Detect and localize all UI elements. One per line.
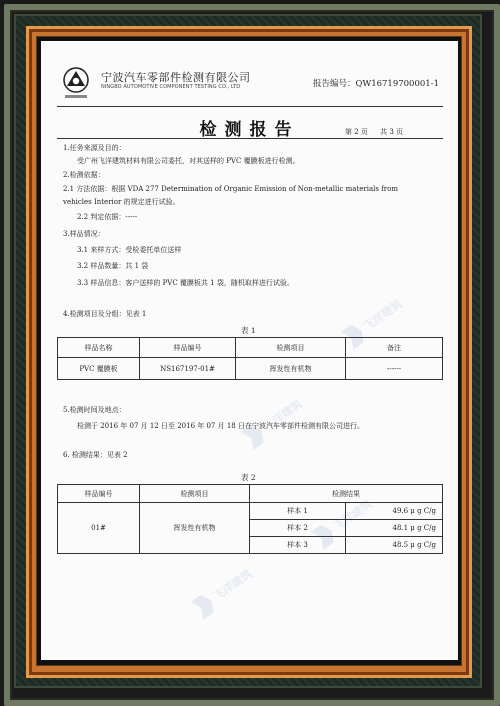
title-rule <box>57 138 443 139</box>
result-label: 样本 3 <box>250 537 346 554</box>
sample-id-cell: 01# <box>58 503 140 554</box>
table-1 <box>57 337 443 380</box>
section-2-2: 2.2 判定依据：----- <box>77 213 138 221</box>
lab-name-cn: 宁波汽车零部件检测有限公司 <box>101 71 251 84</box>
table-cell: NS167197-01# <box>140 358 236 380</box>
section-3-title: 3.样品情况： <box>63 230 105 238</box>
table-header: 样品编号 <box>58 485 140 503</box>
table-header: 检测项目 <box>140 485 250 503</box>
section-2-title: 2.检测依据： <box>63 171 105 179</box>
table-cell: 挥发性有机物 <box>236 358 346 380</box>
table-row <box>58 503 443 520</box>
section-1-body: 受广州飞洋建筑材料有限公司委托，对其送样的 PVC 覆膜板进行检测。 <box>77 157 300 165</box>
watermark: 飞洋建筑 <box>311 494 378 550</box>
result-label: 样本 2 <box>250 520 346 537</box>
report-page <box>41 41 458 660</box>
lab-name-en: NINGBO AUTOMOTIVE COMPONENT TESTING CO., LTD <box>101 84 241 90</box>
section-1-title: 1.任务来源及目的： <box>63 144 126 152</box>
section-5-title: 5.检测时间及地点： <box>63 406 126 414</box>
report-number: 报告编号：QW16719700001-1 <box>313 79 439 89</box>
table-cell: PVC 覆膜板 <box>58 358 140 380</box>
section-2-1-line2: vehicles Interior 的规定进行试验。 <box>63 198 180 206</box>
section-3-3: 3.3 样品信息：客户送样的 PVC 覆膜板共 1 袋，随机取样进行试验。 <box>77 279 294 287</box>
table-header: 检测结果 <box>250 485 443 503</box>
report-header <box>55 63 447 103</box>
watermark: 飞洋建筑 <box>341 294 408 350</box>
section-6-title: 6. 检测结果：见表 2 <box>63 451 128 459</box>
table-row <box>58 358 443 380</box>
watermark: 飞洋建筑 <box>241 394 308 450</box>
table-row <box>58 485 443 503</box>
page-number: 第 2 页 <box>345 128 368 136</box>
page-total: 共 3 页 <box>380 128 404 136</box>
result-label: 样本 1 <box>250 503 346 520</box>
table-2 <box>57 484 443 554</box>
header-rule <box>57 106 443 107</box>
section-2-1-line1: 2.1 方法依据：根据 VDA 277 Determination of Organic Emission of Non-metallic materials from <box>63 185 398 193</box>
section-3-1: 3.1 来样方式：受检委托单位送样 <box>77 246 182 254</box>
table-header: 检测项目 <box>236 338 346 358</box>
lab-logo-icon <box>61 67 91 101</box>
result-value: 48.1 μ g C/g <box>346 520 443 537</box>
table-header: 样品编号 <box>140 338 236 358</box>
result-value: 49.6 μ g C/g <box>346 503 443 520</box>
section-4-title: 4.检测项目及分组：见表 1 <box>63 310 147 318</box>
test-item-cell: 挥发性有机物 <box>140 503 250 554</box>
table-header: 样品名称 <box>58 338 140 358</box>
section-5-body: 检测于 2016 年 07 月 12 日至 2016 年 07 月 18 日在宁波汽车零部件检测有限公司进行。 <box>77 422 364 430</box>
page-info <box>345 127 403 137</box>
table-2-caption: 表 2 <box>241 473 256 482</box>
section-3-2: 3.2 样品数量：共 1 袋 <box>77 262 149 270</box>
table-cell: ------ <box>346 358 443 380</box>
table-header: 备注 <box>346 338 443 358</box>
watermark: 飞洋建筑 <box>191 564 258 620</box>
table-1-caption: 表 1 <box>241 326 256 335</box>
page-title: 检测报告 <box>199 120 300 140</box>
result-value: 48.5 μ g C/g <box>346 537 443 554</box>
table-row <box>58 338 443 358</box>
